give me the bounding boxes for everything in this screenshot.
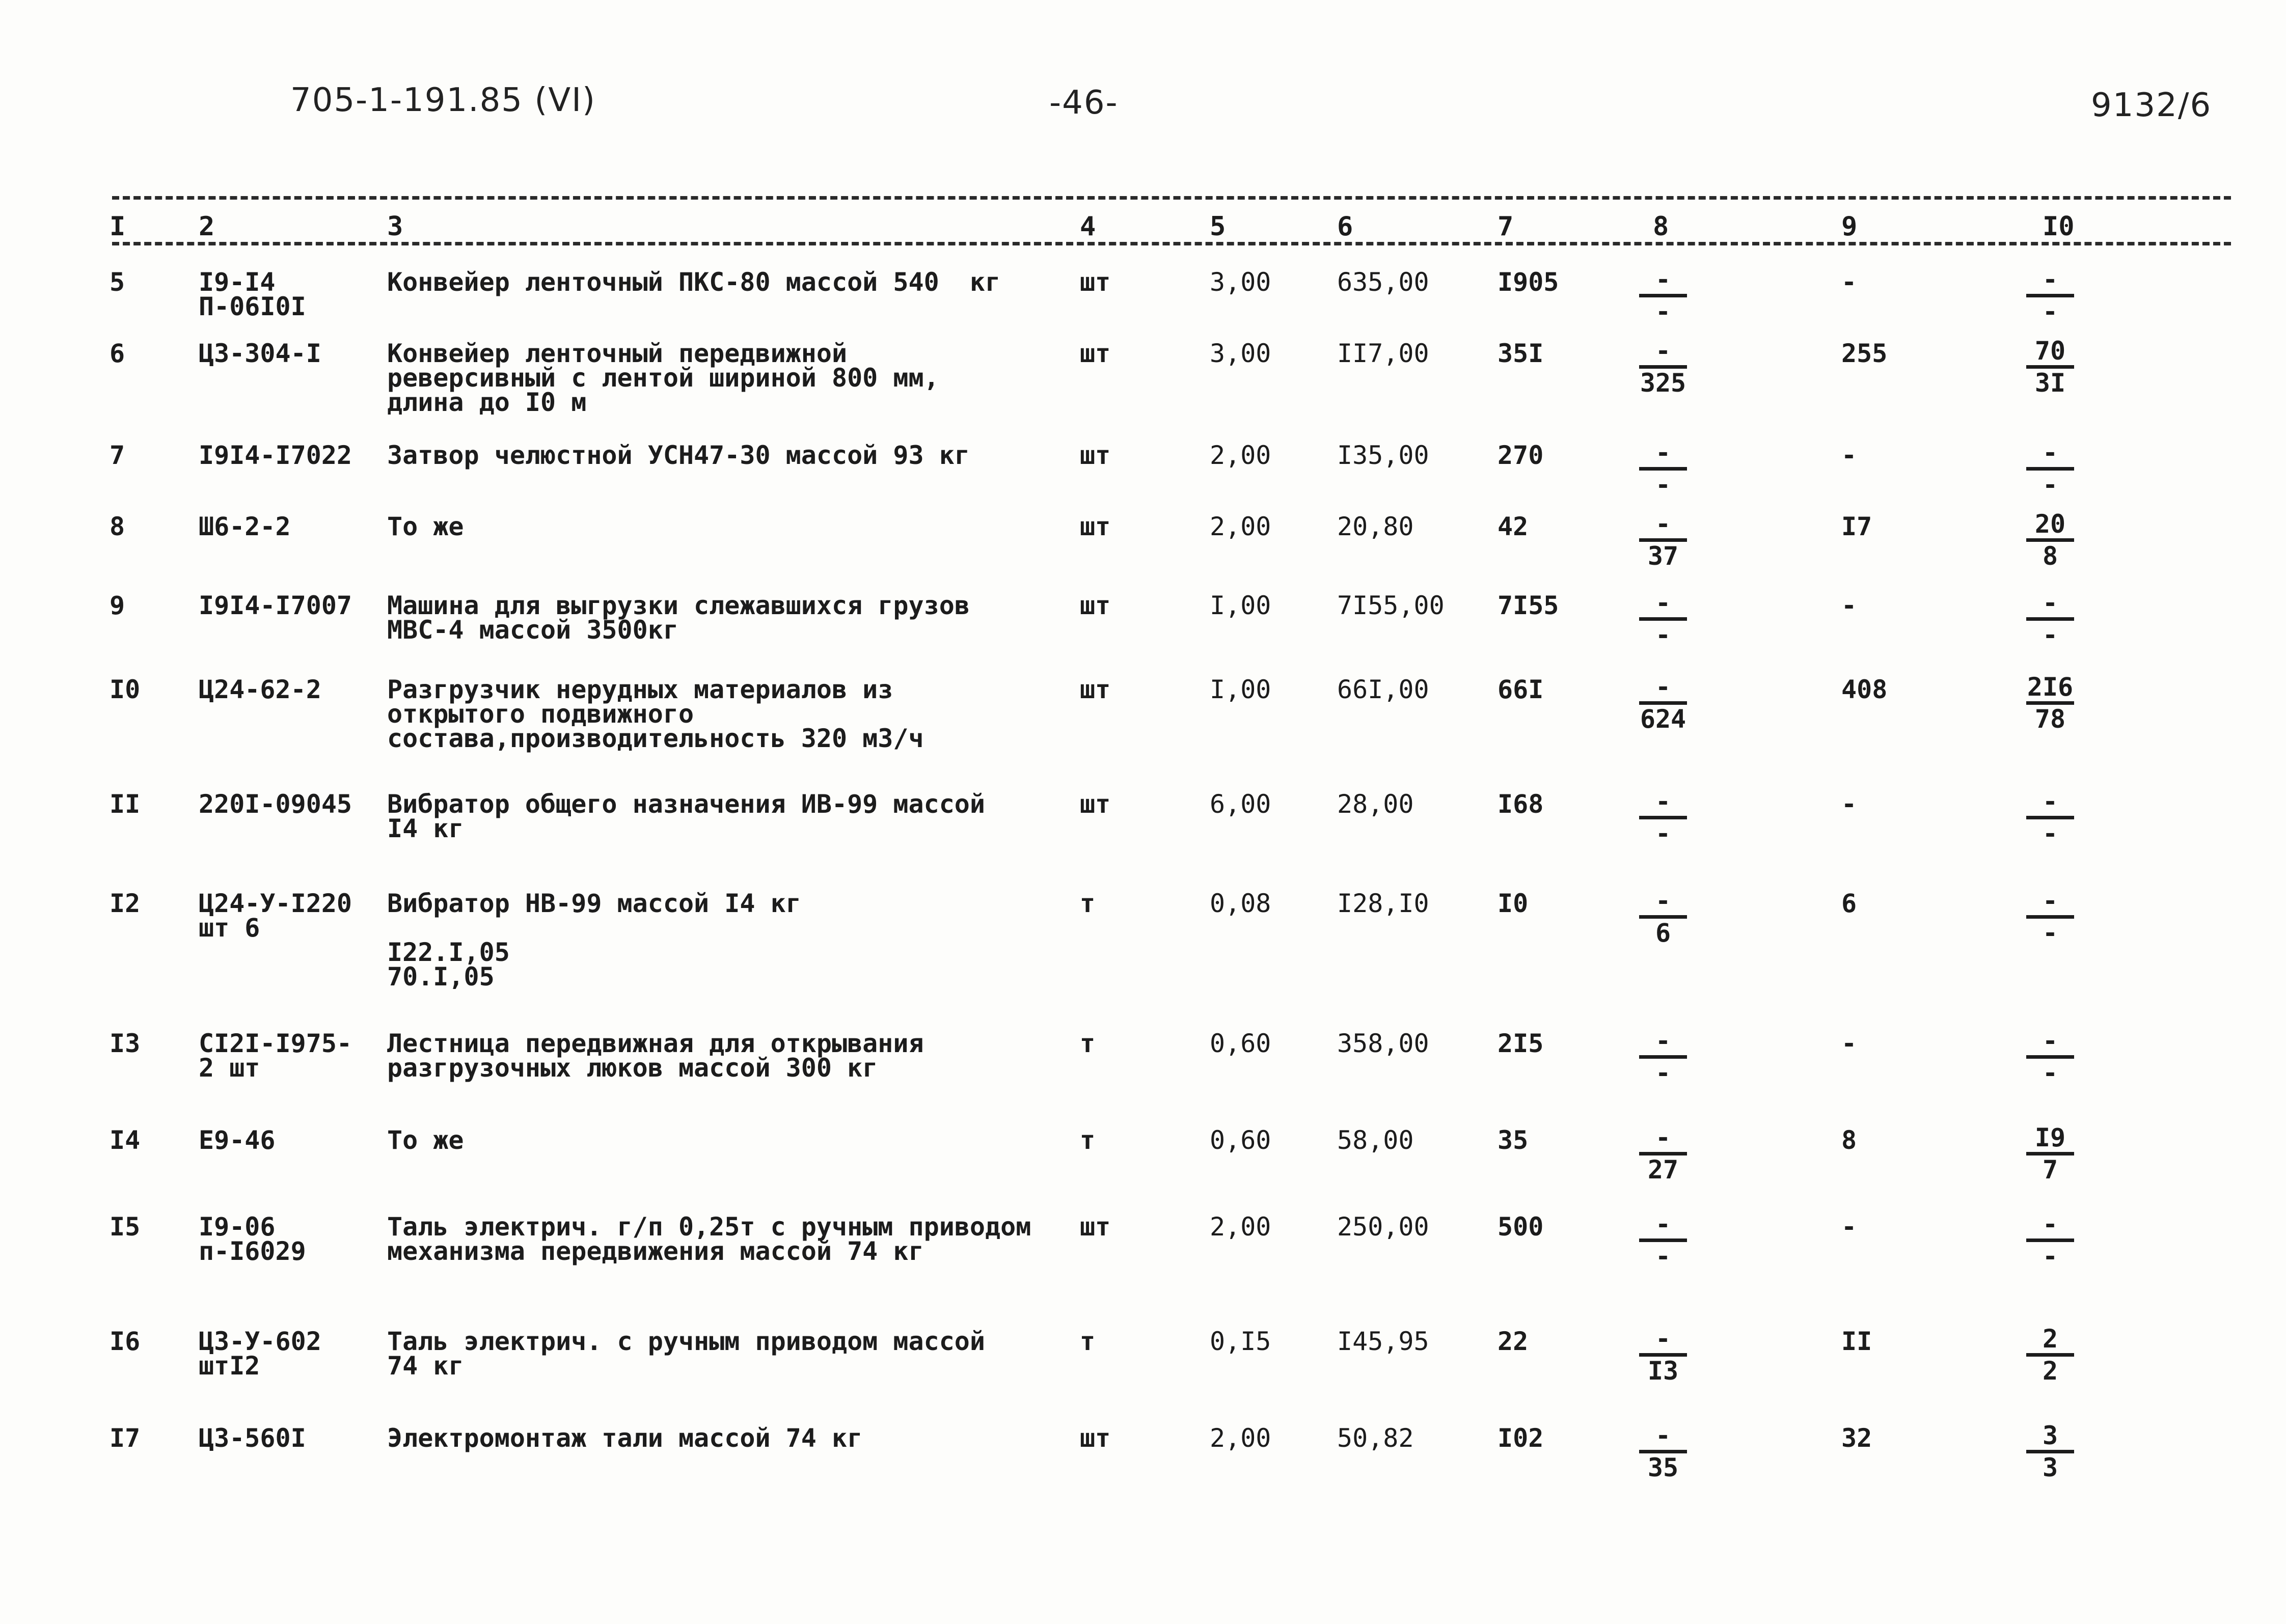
column-9-value: - bbox=[1841, 1212, 1857, 1242]
fraction-denominator: 6 bbox=[1655, 918, 1671, 948]
total-cost: I02 bbox=[1498, 1423, 1544, 1453]
column-8-fraction bbox=[1630, 789, 1696, 846]
column-9-value: - bbox=[1841, 441, 1857, 470]
column-8-fraction bbox=[1630, 588, 1696, 650]
column-10-fraction bbox=[2017, 509, 2083, 571]
fraction-denominator: 2 bbox=[2042, 1356, 2058, 1386]
total-cost: 42 bbox=[1498, 512, 1529, 541]
table-row bbox=[0, 509, 2286, 571]
unit-price: 50,82 bbox=[1337, 1423, 1414, 1453]
fraction-denominator: 8 bbox=[2042, 541, 2058, 571]
item-code: I9I4-I7022 bbox=[199, 441, 352, 470]
column-header: 6 bbox=[1337, 211, 1353, 242]
unit: т bbox=[1080, 1125, 1096, 1155]
quantity: 0,I5 bbox=[1210, 1327, 1271, 1356]
column-9-value: 255 bbox=[1841, 339, 1888, 368]
unit: шт bbox=[1080, 1423, 1111, 1453]
table-row bbox=[0, 265, 2286, 326]
row-number: 5 bbox=[110, 267, 125, 297]
unit: шт bbox=[1080, 591, 1111, 620]
item-code: СI2I-I975- 2 шт bbox=[199, 1029, 352, 1083]
column-9-value: - bbox=[1841, 591, 1857, 620]
fraction-numerator: 2I6 bbox=[2027, 672, 2074, 702]
column-8-fraction bbox=[1630, 509, 1696, 571]
column-8-fraction bbox=[1630, 1209, 1696, 1271]
item-code: I9-06 п-I6029 bbox=[199, 1212, 306, 1266]
fraction-denominator: I3 bbox=[1647, 1356, 1679, 1386]
item-description: То же bbox=[387, 512, 464, 541]
fraction-numerator: - bbox=[1655, 265, 1671, 294]
column-9-value: - bbox=[1841, 267, 1857, 297]
fraction-denominator: - bbox=[1655, 297, 1671, 326]
total-cost: 35I bbox=[1498, 339, 1544, 368]
item-code: Ц3-304-I bbox=[199, 339, 321, 368]
quantity: 2,00 bbox=[1210, 1212, 1271, 1242]
quantity: 3,00 bbox=[1210, 267, 1271, 297]
sheet-id: 9132/6 bbox=[2091, 87, 2212, 124]
item-code: I9I4-I7007 bbox=[199, 591, 352, 620]
total-cost: I0 bbox=[1498, 889, 1529, 918]
fraction-denominator: - bbox=[2042, 918, 2058, 948]
table-row bbox=[0, 672, 2286, 753]
fraction-denominator: - bbox=[2042, 819, 2058, 848]
item-code: Ц24-У-I220 шт 6 bbox=[199, 889, 352, 943]
top-dashed-rule bbox=[112, 196, 2231, 200]
column-10-fraction bbox=[2017, 1324, 2083, 1386]
column-8-fraction bbox=[1630, 1324, 1696, 1386]
column-8-fraction bbox=[1630, 886, 1696, 948]
fraction-denominator: - bbox=[1655, 620, 1671, 650]
fraction-numerator: 70 bbox=[2034, 336, 2066, 366]
column-9-value: - bbox=[1841, 789, 1857, 819]
fraction-numerator: 2 bbox=[2042, 1324, 2058, 1354]
column-9-value: II bbox=[1841, 1327, 1872, 1356]
column-8-fraction bbox=[1630, 438, 1696, 500]
unit: шт bbox=[1080, 441, 1111, 470]
column-8-fraction bbox=[1630, 1423, 1696, 1480]
fraction-denominator: 3 bbox=[2042, 1453, 2058, 1482]
fraction-numerator: - bbox=[1655, 509, 1671, 539]
unit: шт bbox=[1080, 789, 1111, 819]
fraction-denominator: 325 bbox=[1640, 368, 1686, 398]
table-row bbox=[0, 1123, 2286, 1185]
column-8-fraction bbox=[1630, 1123, 1696, 1185]
row-number: I5 bbox=[110, 1212, 141, 1242]
fraction-numerator: - bbox=[2042, 886, 2058, 916]
column-header: 8 bbox=[1653, 211, 1669, 242]
quantity: 0,60 bbox=[1210, 1125, 1271, 1155]
fraction-numerator: - bbox=[1655, 787, 1671, 816]
table-row bbox=[0, 787, 2286, 848]
unit-price: 635,00 bbox=[1337, 267, 1429, 297]
table-row bbox=[0, 886, 2286, 992]
column-header: 4 bbox=[1080, 211, 1096, 242]
fraction-numerator: - bbox=[1655, 336, 1671, 366]
total-cost: 35 bbox=[1498, 1125, 1529, 1155]
total-cost: 2I5 bbox=[1498, 1029, 1544, 1058]
column-header: 2 bbox=[199, 211, 215, 242]
fraction-denominator: 3I bbox=[2034, 368, 2066, 398]
fraction-denominator: - bbox=[2042, 1058, 2058, 1088]
item-description: Затвор челюстной УСН47-30 массой 93 кг bbox=[387, 441, 970, 470]
column-8-fraction bbox=[1630, 672, 1696, 734]
column-header: I bbox=[110, 211, 126, 242]
page-number: -46- bbox=[1049, 84, 1119, 122]
fraction-numerator: - bbox=[1655, 886, 1671, 916]
item-code: Ц24-62-2 bbox=[199, 675, 321, 704]
item-code: Е9-46 bbox=[199, 1125, 276, 1155]
unit: шт bbox=[1080, 512, 1111, 541]
column-8-fraction bbox=[1630, 336, 1696, 398]
row-number: I0 bbox=[110, 675, 141, 704]
row-number: 8 bbox=[110, 512, 125, 541]
unit: шт bbox=[1080, 1212, 1111, 1242]
unit-price: 58,00 bbox=[1337, 1125, 1414, 1155]
row-number: 9 bbox=[110, 591, 125, 620]
column-10-fraction bbox=[2017, 672, 2083, 734]
column-header: 3 bbox=[387, 211, 403, 242]
quantity: 0,08 bbox=[1210, 889, 1271, 918]
unit: шт bbox=[1080, 267, 1111, 297]
unit-price: I35,00 bbox=[1337, 441, 1429, 470]
column-9-value: I7 bbox=[1841, 512, 1872, 541]
unit-price: 20,80 bbox=[1337, 512, 1414, 541]
fraction-numerator: - bbox=[1655, 588, 1671, 618]
fraction-numerator: - bbox=[2042, 1209, 2058, 1239]
fraction-numerator: - bbox=[2042, 265, 2058, 294]
fraction-denominator: 37 bbox=[1647, 541, 1679, 571]
row-number: I2 bbox=[110, 889, 141, 918]
table-row bbox=[0, 336, 2286, 417]
unit-price: II7,00 bbox=[1337, 339, 1429, 368]
row-number: I7 bbox=[110, 1423, 141, 1453]
unit-price: I45,95 bbox=[1337, 1327, 1429, 1356]
table-row bbox=[0, 1026, 2286, 1088]
table-row bbox=[0, 1209, 2286, 1271]
fraction-denominator: 78 bbox=[2034, 704, 2066, 734]
column-header: I0 bbox=[2043, 211, 2075, 242]
table-row bbox=[0, 588, 2286, 650]
fraction-denominator: - bbox=[1655, 1242, 1671, 1271]
fraction-denominator: - bbox=[1655, 819, 1671, 848]
quantity: 3,00 bbox=[1210, 339, 1271, 368]
total-cost: 7I55 bbox=[1498, 591, 1559, 620]
fraction-numerator: 20 bbox=[2034, 509, 2066, 539]
row-number: I4 bbox=[110, 1125, 141, 1155]
unit: шт bbox=[1080, 675, 1111, 704]
unit: т bbox=[1080, 1327, 1096, 1356]
fraction-numerator: - bbox=[1655, 438, 1671, 467]
unit-price: 358,00 bbox=[1337, 1029, 1429, 1058]
table-row bbox=[0, 438, 2286, 500]
fraction-denominator: - bbox=[2042, 620, 2058, 650]
unit-price: 28,00 bbox=[1337, 789, 1414, 819]
row-number: I3 bbox=[110, 1029, 141, 1058]
fraction-denominator: 624 bbox=[1640, 704, 1686, 734]
item-description: Машина для выгрузки слежавшихся грузов МВС-4 массой 3500кг bbox=[387, 591, 970, 645]
column-9-value: 8 bbox=[1841, 1125, 1857, 1155]
item-description: Таль электрич. с ручным приводом массой 74 кг bbox=[387, 1327, 985, 1381]
total-cost: 66I bbox=[1498, 675, 1544, 704]
item-code: Ш6-2-2 bbox=[199, 512, 291, 541]
column-header: 5 bbox=[1210, 211, 1226, 242]
fraction-numerator: - bbox=[1655, 1421, 1671, 1450]
quantity: 6,00 bbox=[1210, 789, 1271, 819]
unit: т bbox=[1080, 889, 1096, 918]
unit-price: 66I,00 bbox=[1337, 675, 1429, 704]
quantity: I,00 bbox=[1210, 591, 1271, 620]
row-number: 7 bbox=[110, 441, 125, 470]
fraction-numerator: - bbox=[2042, 787, 2058, 816]
fraction-numerator: - bbox=[2042, 1026, 2058, 1056]
fraction-numerator: - bbox=[1655, 1026, 1671, 1056]
column-10-fraction bbox=[2017, 789, 2083, 846]
total-cost: 22 bbox=[1498, 1327, 1529, 1356]
fraction-denominator: - bbox=[2042, 470, 2058, 500]
item-description: Конвейер ленточный ПКС-80 массой 540 кг bbox=[387, 267, 1001, 297]
unit-price: I28,I0 bbox=[1337, 889, 1429, 918]
row-number: I6 bbox=[110, 1327, 141, 1356]
fraction-denominator: - bbox=[1655, 470, 1671, 500]
total-cost: 500 bbox=[1498, 1212, 1544, 1242]
quantity: 0,60 bbox=[1210, 1029, 1271, 1058]
fraction-numerator: - bbox=[2042, 588, 2058, 618]
item-description: Таль электрич. г/п 0,25т с ручным приводом механизма передвижения массой 74 кг bbox=[387, 1212, 1031, 1266]
column-10-fraction bbox=[2017, 1123, 2083, 1185]
column-9-value: 6 bbox=[1841, 889, 1857, 918]
column-10-fraction bbox=[2017, 886, 2083, 948]
total-cost: 270 bbox=[1498, 441, 1544, 470]
column-header: 7 bbox=[1498, 211, 1514, 242]
row-number: 6 bbox=[110, 339, 125, 368]
table-row bbox=[0, 1421, 2286, 1482]
column-10-fraction bbox=[2017, 438, 2083, 500]
item-description: Разгрузчик нерудных материалов из открытого подвижного состава,производительность 320 м3/ч bbox=[387, 675, 924, 753]
total-cost: I68 bbox=[1498, 789, 1544, 819]
total-cost: I905 bbox=[1498, 267, 1559, 297]
item-code: 220I-09045 bbox=[199, 789, 352, 819]
column-8-fraction bbox=[1630, 1026, 1696, 1088]
unit-price: 7I55,00 bbox=[1337, 591, 1445, 620]
column-9-value: 32 bbox=[1841, 1423, 1872, 1453]
document-code: 705-1-191.85 (VI) bbox=[290, 81, 596, 119]
column-10-fraction bbox=[2017, 588, 2083, 650]
fraction-numerator: - bbox=[1655, 1324, 1671, 1354]
item-code: I9-I4 П-06I0I bbox=[199, 267, 306, 321]
quantity: 2,00 bbox=[1210, 1423, 1271, 1453]
unit: т bbox=[1080, 1029, 1096, 1058]
fraction-denominator: 35 bbox=[1647, 1453, 1679, 1482]
item-description: То же bbox=[387, 1125, 464, 1155]
table-row bbox=[0, 1324, 2286, 1386]
fraction-denominator: 7 bbox=[2042, 1155, 2058, 1185]
column-header: 9 bbox=[1841, 211, 1858, 242]
fraction-denominator: - bbox=[2042, 297, 2058, 326]
item-description: Конвейер ленточный передвижной реверсивный с лентой шириной 800 мм, длина до I0 м bbox=[387, 339, 939, 417]
column-10-fraction bbox=[2017, 1423, 2083, 1480]
quantity: 2,00 bbox=[1210, 441, 1271, 470]
fraction-numerator: 3 bbox=[2042, 1421, 2058, 1450]
fraction-denominator: - bbox=[2042, 1242, 2058, 1271]
fraction-numerator: - bbox=[2042, 438, 2058, 467]
item-code: Ц3-560I bbox=[199, 1423, 306, 1453]
fraction-numerator: - bbox=[1655, 672, 1671, 702]
fraction-numerator: - bbox=[1655, 1209, 1671, 1239]
item-description: Лестница передвижная для открывания разгрузочных люков массой 300 кг bbox=[387, 1029, 924, 1083]
fraction-denominator: 27 bbox=[1647, 1155, 1679, 1185]
item-code: Ц3-У-602 штI2 bbox=[199, 1327, 321, 1381]
header-dashed-rule bbox=[112, 242, 2231, 245]
item-description: Вибратор общего назначения ИВ-99 массой I4 кг bbox=[387, 789, 985, 843]
fraction-numerator: I9 bbox=[2034, 1123, 2066, 1152]
quantity: 2,00 bbox=[1210, 512, 1271, 541]
item-description: Вибратор НВ-99 массой I4 кг I22.I,05 70.I,05 bbox=[387, 889, 801, 992]
column-10-fraction bbox=[2017, 1209, 2083, 1271]
row-number: II bbox=[110, 789, 141, 819]
column-8-fraction bbox=[1630, 267, 1696, 324]
unit-price: 250,00 bbox=[1337, 1212, 1429, 1242]
quantity: I,00 bbox=[1210, 675, 1271, 704]
fraction-numerator: - bbox=[1655, 1123, 1671, 1152]
fraction-denominator: - bbox=[1655, 1058, 1671, 1088]
column-10-fraction bbox=[2017, 336, 2083, 398]
column-10-fraction bbox=[2017, 267, 2083, 324]
column-10-fraction bbox=[2017, 1026, 2083, 1088]
unit: шт bbox=[1080, 339, 1111, 368]
column-9-value: 408 bbox=[1841, 675, 1888, 704]
item-description: Электромонтаж тали массой 74 кг bbox=[387, 1423, 863, 1453]
column-9-value: - bbox=[1841, 1029, 1857, 1058]
